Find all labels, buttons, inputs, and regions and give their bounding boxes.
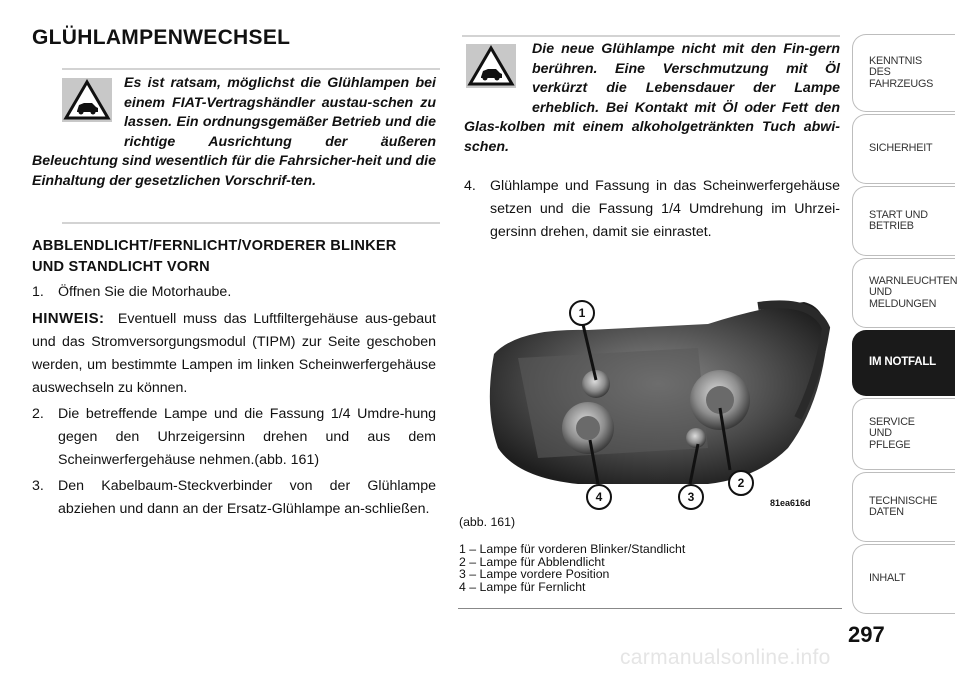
sidebar-tab-inhalt[interactable] — [852, 544, 955, 614]
sidebar-tab-im-notfall[interactable] — [852, 330, 955, 396]
legend-item: 3 – Lampe vordere Position — [459, 567, 610, 581]
step-text: Glühlampe und Fassung in das Scheinwerfergehäuse setzen und die Fassung 1/4 Umdrehung im Uhrzei-gersinn drehen, damit sie einrastet. — [490, 178, 840, 240]
legend-item: 1 – Lampe für vorderen Blinker/Standlicht — [459, 542, 686, 556]
sidebar-tab-technische[interactable] — [852, 472, 955, 542]
step-number: 4. — [464, 178, 476, 194]
sidebar-tab-sicherheit[interactable] — [852, 114, 955, 184]
tab-label: TECHNISCHE DATEN — [869, 494, 938, 518]
step-1 — [32, 281, 436, 304]
step-number: 3. — [32, 478, 44, 494]
legend-item: 4 – Lampe für Fernlicht — [459, 579, 586, 594]
headlamp-photo — [458, 288, 842, 510]
tab-label: INHALT — [869, 572, 906, 585]
legend-item: 2 – Lampe für Abblendlicht — [459, 554, 605, 569]
sidebar-tab-warnleuchten[interactable] — [852, 258, 958, 328]
step-number: 1. — [32, 284, 44, 300]
figure-bottom-rule — [458, 608, 842, 609]
step-number: 2. — [32, 406, 44, 422]
note-text: Eventuell muss das Luftfiltergehäuse aus-gebaut und das Stromversorgungsmodul (TIPM) zur Seite geschoben werden, um bestimmte Lampen im linken Scheinwerfergehäuse auswechseln zu können. — [32, 311, 436, 396]
page-title: GLÜHLAMPENWECHSEL — [32, 26, 291, 49]
figure-code: 81ea616d — [770, 498, 811, 508]
watermark: carmanualsonline.info — [620, 646, 831, 669]
step-text: Den Kabelbaum-Steckverbinder von der Glühlampe abziehen und dann an der Ersatz-Glühlampe an-schließen. — [58, 478, 436, 517]
step-text: Die betreffende Lampe und die Fassung 1/4 Umdre-hung gegen den Uhrzeigersinn drehen und aus dem Scheinwerfergehäuse nehmen.(abb. 161) — [58, 406, 436, 468]
step-3 — [32, 475, 436, 521]
callout-3: 3 — [678, 484, 704, 510]
tab-label: START UND BETRIEB — [869, 208, 928, 232]
warning-text-right — [464, 40, 840, 157]
warning-paragraph: Es ist ratsam, möglichst die Glühlampen bei einem FIAT-Vertragshändler austau-schen zu lassen. Ein ordnungsgemäßer Betrieb und die richtige Ausrichtung der äußeren Beleuchtung sind wesentlich für die Fahrsicher-heit und die Einhaltung der gesetzlichen Vorschrif-ten. — [32, 75, 436, 189]
warning-bottom-rule — [62, 222, 440, 224]
callout-1: 1 — [569, 300, 595, 326]
warning-top-rule-right — [462, 35, 840, 37]
warning-text-left — [32, 74, 436, 191]
sidebar-tab-service[interactable] — [852, 398, 955, 470]
section-heading: ABBLENDLICHT/FERNLICHT/VORDERER BLINKER UND STANDLICHT VORN — [32, 238, 397, 275]
warning-top-rule — [62, 68, 440, 70]
tab-label: SERVICE UND PFLEGE — [869, 415, 915, 451]
page-number: 297 — [848, 622, 885, 647]
step-2 — [32, 403, 436, 472]
tab-label: WARNLEUCHTEN UND MELDUNGEN — [869, 274, 958, 310]
tab-label: KENNTNIS DES FAHRZEUGS — [869, 54, 934, 90]
right-body — [464, 175, 840, 244]
sidebar-tab-kenntnis[interactable] — [852, 34, 955, 112]
step-4 — [464, 175, 840, 244]
note-label: HINWEIS: — [32, 310, 105, 327]
step-text: Öffnen Sie die Motorhaube. — [58, 284, 232, 300]
callout-2: 2 — [728, 470, 754, 496]
note-paragraph — [32, 307, 436, 400]
left-body — [32, 281, 436, 521]
callout-4: 4 — [586, 484, 612, 510]
figure-legend — [459, 543, 685, 593]
figure-caption: (abb. 161) — [459, 515, 516, 529]
tab-label: SICHERHEIT — [869, 142, 933, 155]
tab-label: IM NOTFALL — [869, 356, 936, 369]
warning-paragraph: Die neue Glühlampe nicht mit den Fin-gern berühren. Eine Verschmutzung mit Öl verkürzt die Lebensdauer der Lampe erheblich. Bei Kontakt mit Öl oder Fett den Glas-kolben mit einem alkoholgetränkten Tuch abwi-schen. — [464, 41, 840, 155]
sidebar-tab-start[interactable] — [852, 186, 955, 256]
